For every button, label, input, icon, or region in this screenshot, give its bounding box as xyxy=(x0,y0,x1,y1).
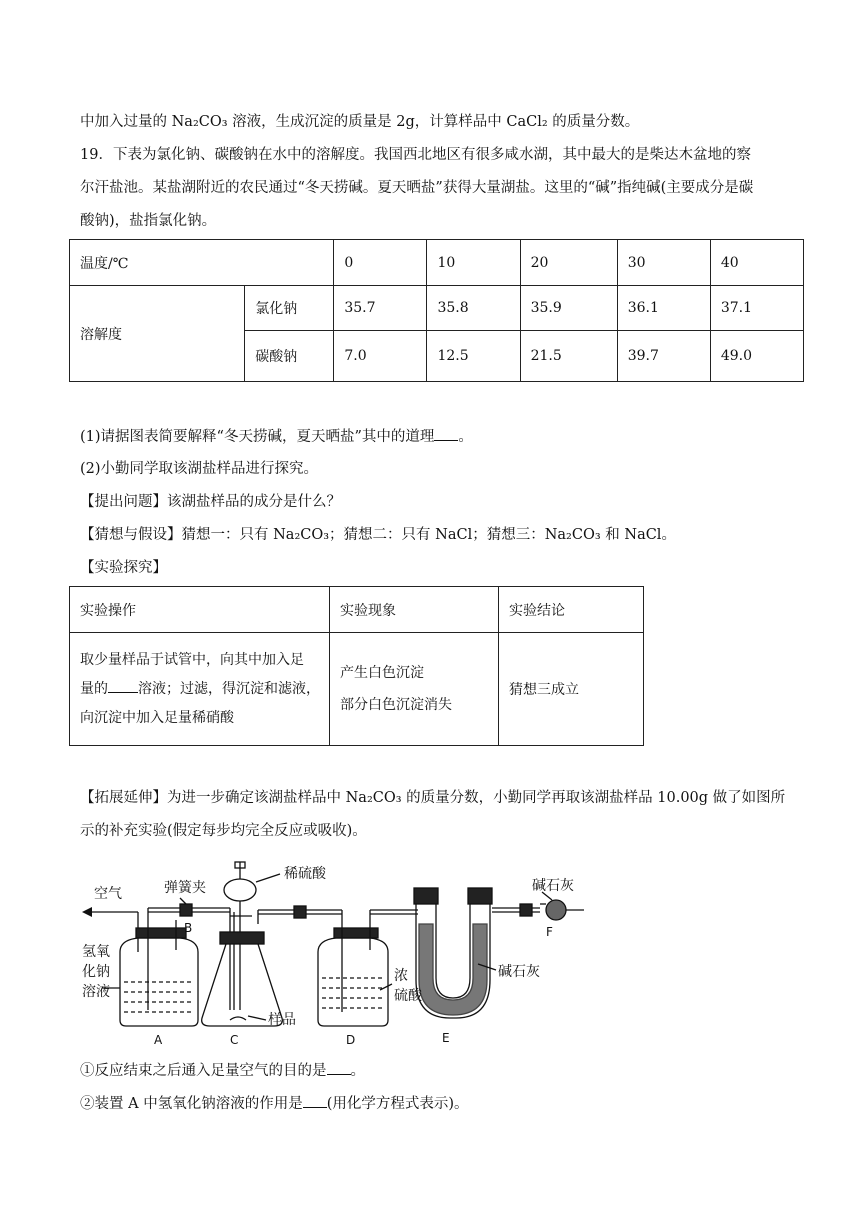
value-cell: 21.5 xyxy=(520,331,617,382)
label-sample: 样品 xyxy=(268,1012,296,1028)
label-conc-2: 硫酸 xyxy=(394,988,422,1004)
question-b-end: (用化学方程式表示)。 xyxy=(326,1096,469,1112)
op-line-2 xyxy=(80,675,329,704)
label-naoh-2: 化钠 xyxy=(82,964,110,980)
apparatus-diagram xyxy=(80,860,590,1050)
substance-name: 氯化钠 xyxy=(245,286,334,331)
value-cell: 35.7 xyxy=(334,286,427,331)
temp-cell: 40 xyxy=(710,240,803,286)
op-line-3: 向沉淀中加入足量稀硝酸 xyxy=(80,709,234,726)
label-b: B xyxy=(184,921,193,935)
value-cell: 37.1 xyxy=(710,286,803,331)
answer-blank[interactable] xyxy=(327,1060,351,1075)
label-conc-1: 浓 xyxy=(394,968,408,984)
label-naoh-3: 溶液 xyxy=(82,984,110,1000)
q19-line-1: 19．下表为氯化钠、碳酸钠在水中的溶解度。我国西北地区有很多咸水湖，其中最大的是柴达木盆地的察 xyxy=(80,147,751,163)
question-a-text: ①反应结束之后通入足量空气的目的是 xyxy=(80,1063,327,1079)
label-air: 空气 xyxy=(94,886,122,902)
label-e: E xyxy=(442,1031,450,1045)
label-soda-lime-side: 碱石灰 xyxy=(498,964,540,980)
operation-cell xyxy=(70,633,330,746)
label-f: F xyxy=(546,925,553,939)
value-cell: 35.8 xyxy=(427,286,520,331)
header-phenomenon: 实验现象 xyxy=(330,587,499,633)
question-a-end: 。 xyxy=(350,1063,365,1079)
question-b-text: ②装置 A 中氢氧化钠溶液的作用是 xyxy=(80,1096,303,1112)
temp-label: 温度/℃ xyxy=(70,240,334,286)
op-line-1: 取少量样品于试管中，向其中加入足 xyxy=(80,651,304,668)
conclusion-cell: 猜想三成立 xyxy=(499,633,644,746)
solubility-table xyxy=(69,239,804,382)
part-2-line: (2)小勤同学取该湖盐样品进行探究。 xyxy=(80,461,319,477)
solubility-label: 溶解度 xyxy=(70,286,245,382)
ask-line: 【提出问题】该湖盐样品的成分是什么？ xyxy=(80,494,341,510)
experiment-table xyxy=(69,586,644,746)
q19-line-3: 酸钠)，盐指氯化钠。 xyxy=(80,213,217,229)
value-cell: 36.1 xyxy=(617,286,710,331)
label-naoh-1: 氢氧 xyxy=(82,944,110,960)
label-a: A xyxy=(154,1033,163,1047)
explore-heading: 【实验探究】 xyxy=(80,560,167,576)
label-clamp: 弹簧夹 xyxy=(164,880,206,896)
extension-line-1: 【拓展延伸】为进一步确定该湖盐样品中 Na₂CO₃ 的质量分数，小勤同学再取该湖盐样品 10.00g 做了如图所 xyxy=(80,790,786,806)
value-cell: 35.9 xyxy=(520,286,617,331)
label-c: C xyxy=(230,1033,239,1047)
value-cell: 7.0 xyxy=(334,331,427,382)
part-1-end: 。 xyxy=(458,429,473,445)
op-line-2-end: 溶液；过滤，得沉淀和滤液， xyxy=(138,680,320,697)
extension-line-2: 示的补充实验(假定每步均完全反应或吸收)。 xyxy=(80,823,367,839)
phen-line-1: 产生白色沉淀 xyxy=(340,665,424,681)
value-cell: 49.0 xyxy=(710,331,803,382)
answer-blank[interactable] xyxy=(434,426,458,441)
temp-cell: 10 xyxy=(427,240,520,286)
guess-line: 【猜想与假设】猜想一：只有 Na₂CO₃；猜想二：只有 NaCl；猜想三：Na₂CO₃ 和 NaCl。 xyxy=(80,527,676,543)
substance-name: 碳酸钠 xyxy=(245,331,334,382)
header-operation: 实验操作 xyxy=(70,587,330,633)
temp-cell: 30 xyxy=(617,240,710,286)
question-a-line xyxy=(80,1060,365,1081)
phenomenon-cell xyxy=(330,633,499,746)
answer-blank[interactable] xyxy=(303,1093,327,1108)
phen-line-2: 部分白色沉淀消失 xyxy=(340,697,452,713)
question-b-line xyxy=(80,1093,469,1114)
value-cell: 12.5 xyxy=(427,331,520,382)
temp-cell: 0 xyxy=(334,240,427,286)
q19-line-2: 尔汗盐池。某盐湖附近的农民通过“冬天捞碱。夏天晒盐”获得大量湖盐。这里的“碱”指纯碱(主要成分是碳 xyxy=(80,180,754,196)
label-dilute-acid: 稀硫酸 xyxy=(284,866,326,882)
label-soda-lime-top: 碱石灰 xyxy=(532,878,574,894)
value-cell: 39.7 xyxy=(617,331,710,382)
intro-line: 中加入过量的 Na₂CO₃ 溶液，生成沉淀的质量是 2g，计算样品中 CaCl₂ 的质量分数。 xyxy=(80,114,640,130)
part-1-text: (1)请据图表简要解释“冬天捞碱，夏天晒盐”其中的道理 xyxy=(80,429,435,445)
header-conclusion: 实验结论 xyxy=(499,587,644,633)
op-line-2-start: 量的 xyxy=(80,680,108,697)
temp-cell: 20 xyxy=(520,240,617,286)
label-d: D xyxy=(346,1033,356,1047)
part-1-line xyxy=(80,426,473,447)
reagent-blank[interactable] xyxy=(108,678,138,693)
